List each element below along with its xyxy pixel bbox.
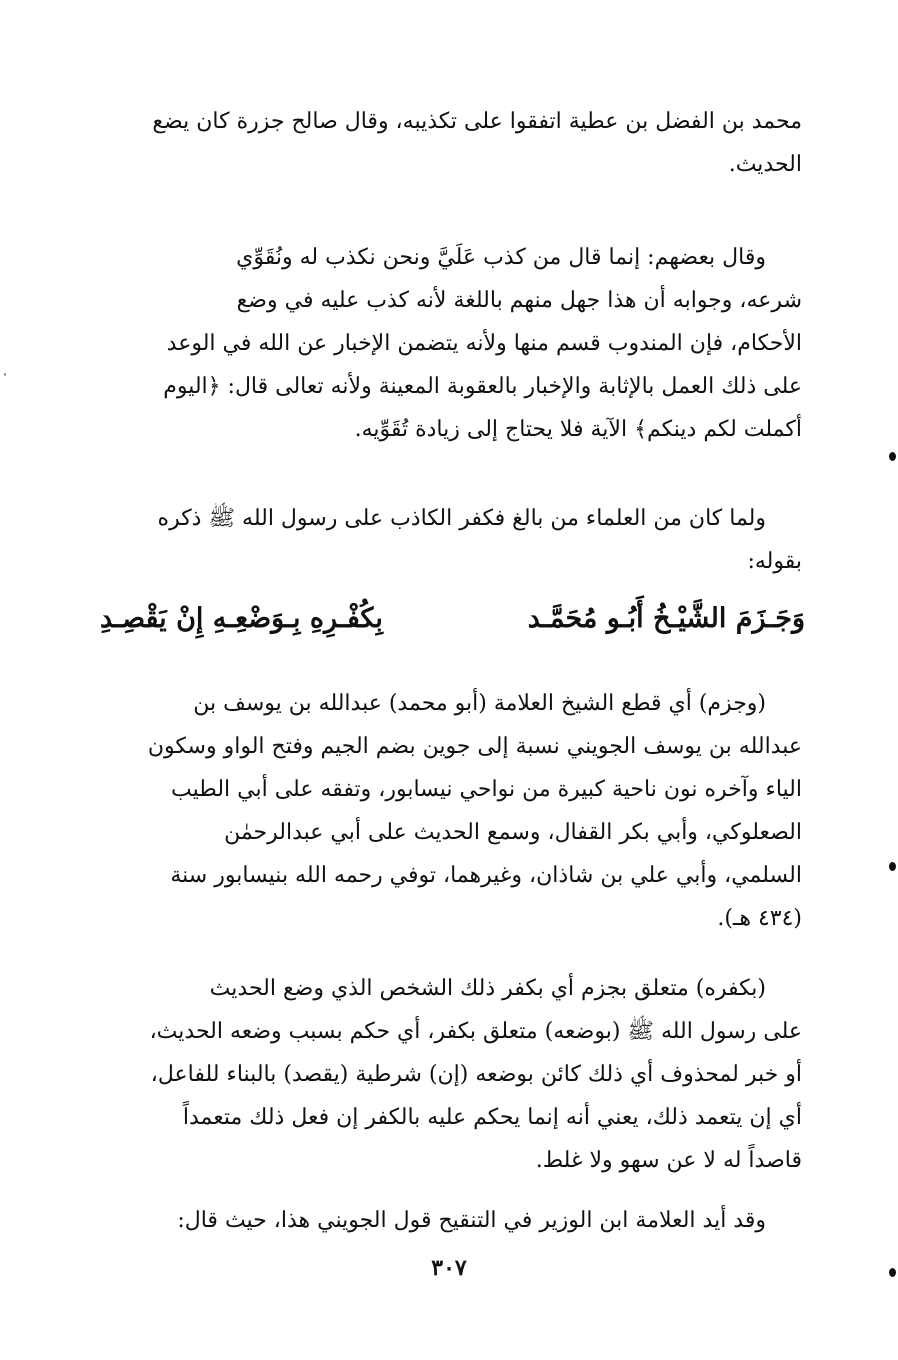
text-line: الصعلوكي، وأبي بكر القفال، وسمع الحديث على أبي عبدالرحمٰن <box>224 820 802 845</box>
verse-second-hemistich: بِكُفْـرِهِ بِـوَضْعِـهِ إِنْ يَقْصِـدِ <box>100 602 383 634</box>
binding-mark <box>889 452 896 461</box>
text-line: (وجزم) أي قطع الشيخ العلامة (أبو محمد) عبدالله بن يوسف بن <box>193 691 766 716</box>
text-line: (٤٣٤ هـ). <box>717 906 802 931</box>
paragraph-verse-explanation <box>102 967 802 1182</box>
text-line: ولما كان من العلماء من بالغ فكفر الكاذب على رسول الله ﷺ ذكره <box>157 506 766 531</box>
scan-speck <box>4 373 6 376</box>
text-line: على ذلك العمل بالإثابة والإخبار بالعقوبة المعينة ولأنه تعالى قال: ﴿اليوم <box>163 374 802 399</box>
text-line: أي إن يتعمد ذلك، يعني أنه إنما يحكم عليه بالكفر إن فعل ذلك متعمداً <box>182 1105 802 1130</box>
paragraph-objection-and-reply <box>102 236 802 451</box>
text-line: الأحكام، فإن المندوب قسم منها ولأنه يتضمن الإخبار عن الله في الوعد <box>166 331 802 356</box>
text-line: على رسول الله ﷺ (بوضعه) متعلق بكفر، أي حكم بسبب وضعه الحديث، <box>149 1019 802 1044</box>
text-line: محمد بن الفضل بن عطية اتفقوا على تكذيبه، وقال صالح جزرة كان يضع <box>152 109 802 134</box>
poem-verse <box>100 590 805 646</box>
text-line: عبدالله بن يوسف الجويني نسبة إلى جوين بضم الجيم وفتح الواو وسكون <box>147 734 802 759</box>
paragraph-ibn-al-wazir <box>102 1199 802 1242</box>
verse-first-hemistich: وَجَـزَمَ الشَّيْـخُ أَبُـو مُحَمَّـد <box>527 602 805 634</box>
text-line: الياء وآخره نون ناحية كبيرة من نواحي نيسابور، وتفقه على أبي الطيب <box>171 777 802 802</box>
text-line: (بكفره) متعلق بجزم أي بكفر ذلك الشخص الذي وضع الحديث <box>209 976 766 1001</box>
text-line: السلمي، وأبي علي بن شاذان، وغيرهما، توفي رحمه الله بنيسابور سنة <box>170 863 802 888</box>
paragraph-narrators <box>102 100 802 186</box>
text-line: وقال بعضهم: إنما قال من كذب عَلَيَّ ونحن نكذب له ونُقَوِّي <box>236 245 766 270</box>
paragraph-verse-intro <box>102 497 802 583</box>
text-line: أو خبر لمحذوف أي ذلك كائن بوضعه (إن) شرطية (يقصد) بالبناء للفاعل، <box>150 1062 802 1087</box>
text-line: وقد أيد العلامة ابن الوزير في التنقيح قول الجويني هذا، حيث قال: <box>177 1208 766 1233</box>
text-line: الحديث. <box>728 152 802 177</box>
text-line: قاصداً له لا عن سهو ولا غلط. <box>535 1148 802 1173</box>
text-line: بقوله: <box>747 549 802 574</box>
binding-mark <box>889 862 896 871</box>
paragraph-juwayni-biography <box>102 682 802 940</box>
binding-mark <box>889 1268 896 1277</box>
page-number: ٣٠٧ <box>431 1255 467 1281</box>
text-line: شرعه، وجوابه أن هذا جهل منهم باللغة لأنه كذب عليه في وضع <box>236 288 802 313</box>
text-line: أكملت لكم دينكم﴾ الآية فلا يحتاج إلى زيادة تُقَوِّيه. <box>354 417 802 442</box>
